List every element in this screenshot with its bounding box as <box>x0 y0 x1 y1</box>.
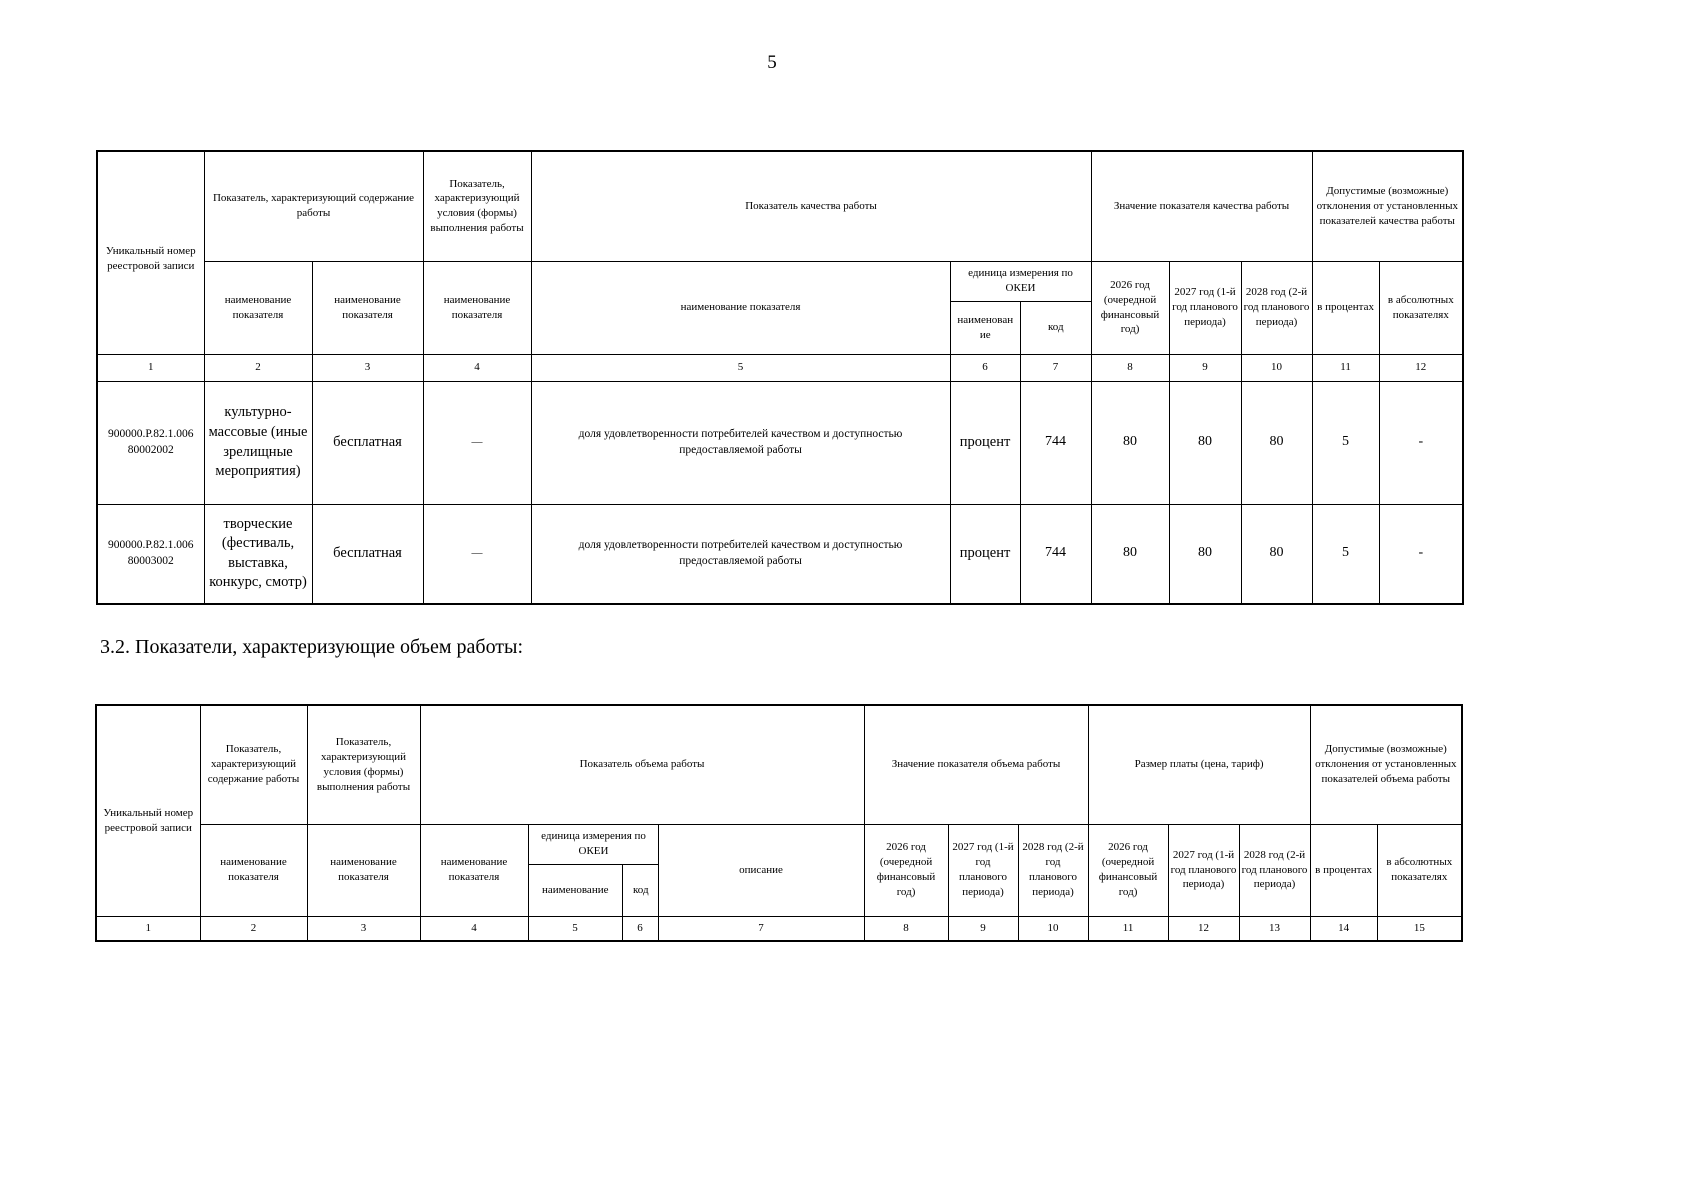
header-year-2027: 2027 год (1-й год планового периода) <box>1169 261 1241 354</box>
header-unit-okei-group <box>950 261 1091 354</box>
header-volume-indicator: Показатель объема работы <box>420 705 864 824</box>
header-content-indicator: Показатель, характеризующий содержание работы <box>204 151 423 261</box>
column-number: 13 <box>1239 916 1310 941</box>
header-volume-2027: 2027 год (1-й год планового периода) <box>948 824 1018 916</box>
header-name-indicator-c: наименование показателя <box>420 824 528 916</box>
header-indicator-name: наименование показателя <box>531 261 950 354</box>
page-number: 5 <box>767 52 777 73</box>
column-number: 7 <box>1020 354 1091 381</box>
header-conditions-indicator: Показатель, характеризующий условия (формы) выполнения работы <box>307 705 420 824</box>
header-fee-2027: 2027 год (1-й год планового периода) <box>1168 824 1239 916</box>
registry-number: 900000.Р.82.1.006 80003002 <box>97 504 204 604</box>
column-number: 14 <box>1310 916 1377 941</box>
column-number: 9 <box>1169 354 1241 381</box>
header-fee-2026: 2026 год (очередной финансовый год) <box>1088 824 1168 916</box>
column-number: 10 <box>1241 354 1312 381</box>
column-number: 9 <box>948 916 1018 941</box>
column-number: 12 <box>1379 354 1463 381</box>
volume-indicators-table <box>95 704 1463 942</box>
value-2028: 80 <box>1241 381 1312 504</box>
header-name-indicator: наименование показателя <box>200 824 307 916</box>
header-unit-okei: единица измерения по ОКЕИ <box>951 262 1091 302</box>
header-in-percent: в процентах <box>1312 261 1379 354</box>
column-number: 3 <box>312 354 423 381</box>
column-number: 10 <box>1018 916 1088 941</box>
header-year-2026: 2026 год (очередной финансовый год) <box>1091 261 1169 354</box>
column-number: 7 <box>658 916 864 941</box>
deviation-percent: 5 <box>1312 504 1379 604</box>
column-number: 8 <box>1091 354 1169 381</box>
table-row <box>97 381 1463 504</box>
header-content-indicator: Показатель, характеризующий содержание работы <box>200 705 307 824</box>
header-deviations: Допустимые (возможные) отклонения от установленных показателей объема работы <box>1310 705 1462 824</box>
column-number: 1 <box>96 916 200 941</box>
indicator-name: доля удовлетворенности потребителей качеством и доступностью предоставляемой работы <box>531 381 950 504</box>
content-value: культурно-массовые (иные зрелищные мероприятия) <box>204 381 312 504</box>
header-fee-2028: 2028 год (2-й год планового периода) <box>1239 824 1310 916</box>
column-number: 6 <box>950 354 1020 381</box>
column-number: 5 <box>531 354 950 381</box>
header-unique-number: Уникальный номер реестровой записи <box>96 705 200 916</box>
header-deviations: Допустимые (возможные) отклонения от установленных показателей качества работы <box>1312 151 1463 261</box>
condition-value: — <box>423 381 531 504</box>
value-2027: 80 <box>1169 504 1241 604</box>
content-value-2: бесплатная <box>312 504 423 604</box>
header-unique-number: Уникальный номер реестровой записи <box>97 151 204 354</box>
header-year-2028: 2028 год (2-й год планового периода) <box>1241 261 1312 354</box>
header-name-indicator-3: наименование показателя <box>423 261 531 354</box>
column-number: 1 <box>97 354 204 381</box>
header-volume-2028: 2028 год (2-й год планового периода) <box>1018 824 1088 916</box>
deviation-percent: 5 <box>1312 381 1379 504</box>
column-number: 4 <box>423 354 531 381</box>
content-value: творческие (фестиваль, выставка, конкурс, смотр) <box>204 504 312 604</box>
column-number: 8 <box>864 916 948 941</box>
header-name-indicator: наименование показателя <box>204 261 312 354</box>
value-2026: 80 <box>1091 381 1169 504</box>
header-unit-okei-group <box>528 824 658 916</box>
header-quality-value: Значение показателя качества работы <box>1091 151 1312 261</box>
deviation-absolute: - <box>1379 504 1463 604</box>
header-volume-value: Значение показателя объема работы <box>864 705 1088 824</box>
header-description: описание <box>658 824 864 916</box>
value-2028: 80 <box>1241 504 1312 604</box>
indicator-name: доля удовлетворенности потребителей качеством и доступностью предоставляемой работы <box>531 504 950 604</box>
header-quality-indicator: Показатель качества работы <box>531 151 1091 261</box>
unit-code: 744 <box>1020 381 1091 504</box>
column-number: 15 <box>1377 916 1462 941</box>
header-name-indicator-2: наименование показателя <box>312 261 423 354</box>
unit-name: процент <box>950 381 1020 504</box>
column-number: 12 <box>1168 916 1239 941</box>
header-in-absolute: в абсолютных показателях <box>1377 824 1462 916</box>
column-number: 4 <box>420 916 528 941</box>
column-number: 5 <box>528 916 622 941</box>
column-number: 2 <box>200 916 307 941</box>
content-value-2: бесплатная <box>312 381 423 504</box>
header-conditions-indicator: Показатель, характеризующий условия (формы) выполнения работы <box>423 151 531 261</box>
column-number: 11 <box>1088 916 1168 941</box>
header-fee: Размер платы (цена, тариф) <box>1088 705 1310 824</box>
header-unit-code: код <box>1047 321 1064 334</box>
quality-indicators-table <box>96 150 1464 605</box>
unit-code: 744 <box>1020 504 1091 604</box>
header-unit-name: наименование <box>529 865 623 916</box>
section-title: 3.2. Показатели, характеризующие объем работы: <box>100 636 524 658</box>
column-number: 3 <box>307 916 420 941</box>
header-unit-name: наименован ие <box>951 302 1021 354</box>
registry-number: 900000.Р.82.1.006 80002002 <box>97 381 204 504</box>
column-number: 2 <box>204 354 312 381</box>
column-number: 11 <box>1312 354 1379 381</box>
header-unit-okei: единица измерения по ОКЕИ <box>529 825 659 865</box>
unit-name: процент <box>950 504 1020 604</box>
header-unit-code: код <box>632 883 649 896</box>
deviation-absolute: - <box>1379 381 1463 504</box>
value-2026: 80 <box>1091 504 1169 604</box>
header-volume-2026: 2026 год (очередной финансовый год) <box>864 824 948 916</box>
column-number: 6 <box>622 916 658 941</box>
value-2027: 80 <box>1169 381 1241 504</box>
header-in-absolute: в абсолютных показателях <box>1379 261 1463 354</box>
condition-value: — <box>423 504 531 604</box>
header-in-percent: в процентах <box>1310 824 1377 916</box>
table-row <box>97 504 1463 604</box>
header-name-indicator-b: наименование показателя <box>307 824 420 916</box>
